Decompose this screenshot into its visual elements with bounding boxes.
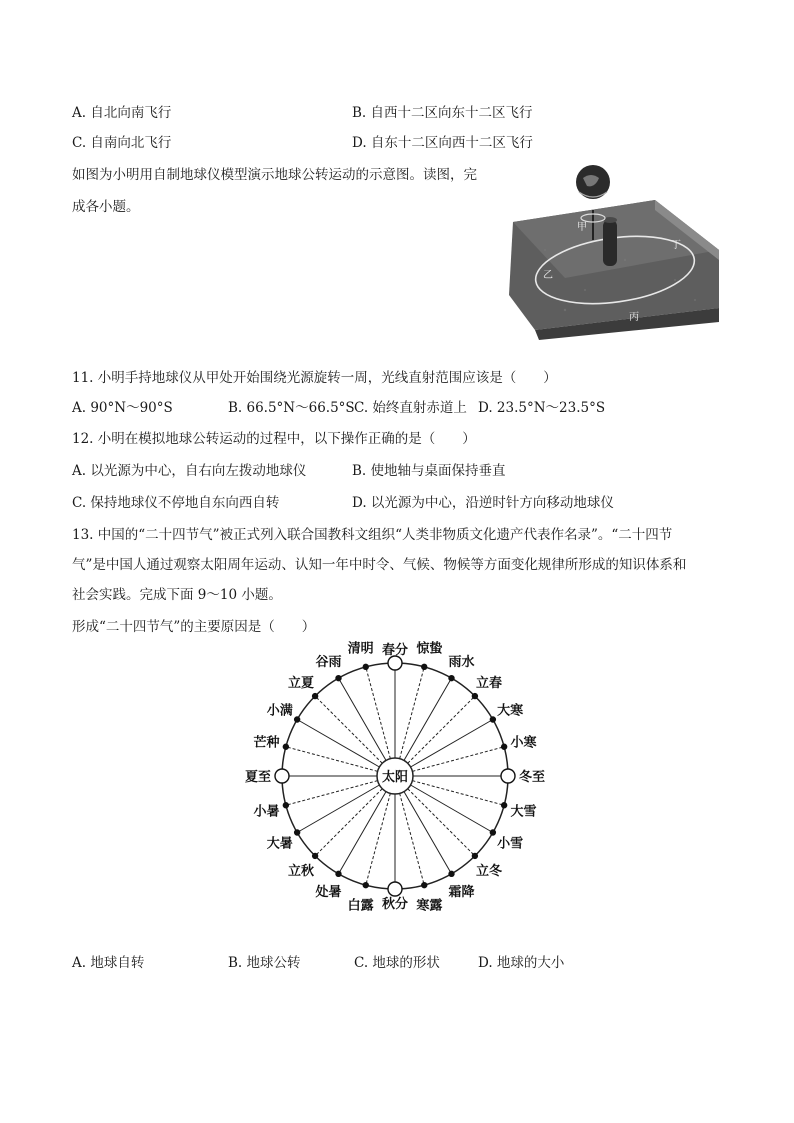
term-label-12: 秋分	[381, 897, 409, 912]
q13-line-3: 社会实践。完成下面 9～10 小题。	[72, 587, 282, 603]
term-dot-9	[472, 853, 478, 859]
spoke-20	[297, 720, 379, 768]
term-label-21: 立夏	[287, 675, 314, 691]
solar-terms-diagram	[240, 640, 550, 920]
spoke-7	[412, 781, 504, 806]
q12-option-a[interactable]: A. 以光源为中心，自右向左拨动地球仪	[72, 463, 307, 479]
term-dot-13	[363, 882, 369, 888]
term-dot-2	[448, 675, 454, 681]
q10-option-a[interactable]: A. 自北向南飞行	[72, 105, 172, 121]
q11-option-c[interactable]: C. 始终直射赤道上	[354, 400, 467, 416]
term-label-22: 谷雨	[315, 654, 342, 670]
q12-stem: 12. 小明在模拟地球公转运动的过程中，以下操作正确的是（ ）	[72, 431, 476, 447]
term-dot-16	[294, 829, 300, 835]
globe-model-photo	[505, 160, 723, 340]
term-label-20: 小满	[266, 703, 293, 719]
spoke-13	[366, 793, 391, 885]
spoke-3	[408, 696, 475, 763]
term-label-16: 大暑	[266, 836, 293, 852]
q13-option-c[interactable]: C. 地球的形状	[354, 955, 440, 971]
q12-option-c[interactable]: C. 保持地球仪不停地自东向西自转	[72, 495, 280, 511]
term-dot-0	[388, 656, 402, 670]
photo-label-bing: 丙	[629, 312, 639, 323]
term-label-4: 大寒	[497, 703, 524, 719]
term-dot-1	[421, 664, 427, 670]
term-dot-18	[275, 769, 289, 783]
q13-option-d[interactable]: D. 地球的大小	[478, 955, 565, 971]
spoke-11	[400, 793, 425, 885]
spoke-5	[412, 747, 504, 772]
term-label-10: 霜降	[448, 885, 475, 901]
q11-option-b[interactable]: B. 66.5°N～66.5°S	[228, 400, 355, 416]
spoke-9	[408, 789, 475, 856]
term-label-0: 春分	[381, 643, 409, 658]
q13-option-a[interactable]: A. 地球自转	[72, 955, 145, 971]
term-label-9: 立冬	[476, 864, 503, 880]
q13-line-2: 气”是中国人通过观察太阳周年运动、认知一年中时令、气候、物候等方面变化规律所形成的知识体系和	[72, 557, 687, 573]
q10-option-d[interactable]: D. 自东十二区向西十二区飞行	[352, 135, 533, 151]
spoke-21	[315, 696, 382, 763]
term-dot-20	[294, 716, 300, 722]
spoke-17	[286, 781, 378, 806]
term-dot-23	[363, 664, 369, 670]
term-dot-12	[388, 882, 402, 896]
term-dot-4	[490, 716, 496, 722]
photo-label-jia: 甲	[577, 222, 587, 233]
term-label-17: 小暑	[253, 804, 280, 820]
term-label-5: 小寒	[510, 735, 537, 751]
spoke-19	[286, 747, 378, 772]
term-dot-8	[490, 829, 496, 835]
spoke-8	[411, 785, 493, 833]
sun-label: 太阳	[381, 770, 409, 785]
q11-option-a[interactable]: A. 90°N～90°S	[72, 400, 173, 416]
term-dot-6	[501, 769, 515, 783]
term-dot-3	[472, 693, 478, 699]
q10-option-b[interactable]: B. 自西十二区向东十二区飞行	[352, 105, 533, 121]
term-dot-11	[421, 882, 427, 888]
q12-option-b[interactable]: B. 使地轴与桌面保持垂直	[352, 463, 506, 479]
spoke-1	[400, 667, 425, 759]
photo-label-yi: 乙	[543, 270, 553, 281]
term-label-18: 夏至	[244, 770, 272, 785]
term-label-7: 大雪	[510, 804, 537, 820]
term-label-8: 小雪	[497, 836, 524, 852]
term-label-11: 寒露	[416, 898, 443, 914]
q11-option-d[interactable]: D. 23.5°N～23.5°S	[478, 400, 606, 416]
term-dot-17	[283, 802, 289, 808]
q11-stem: 11. 小明手持地球仪从甲处开始围绕光源旋转一周，光线直射范围应该是（ ）	[72, 370, 557, 386]
q10-option-c[interactable]: C. 自南向北飞行	[72, 135, 172, 151]
spoke-23	[366, 667, 391, 759]
term-label-19: 芒种	[253, 735, 280, 751]
term-label-1: 惊蛰	[416, 641, 443, 657]
term-dot-21	[312, 693, 318, 699]
intro-line-2: 成各小题。	[72, 199, 140, 215]
term-label-2: 雨水	[448, 654, 475, 670]
term-label-13: 白露	[347, 898, 374, 914]
term-dot-10	[448, 871, 454, 877]
term-label-14: 处暑	[315, 885, 342, 901]
spoke-15	[315, 789, 382, 856]
term-dot-7	[501, 802, 507, 808]
intro-line-1: 如图为小明用自制地球仪模型演示地球公转运动的示意图。读图，完	[72, 167, 477, 183]
term-dot-19	[283, 744, 289, 750]
q13-line-1: 13. 中国的“二十四节气”被正式列入联合国教科文组织“人类非物质文化遗产代表作名录”。“二十四节	[72, 527, 673, 543]
term-label-6: 冬至	[518, 770, 546, 785]
term-dot-22	[335, 675, 341, 681]
photo-label-ding: 丁	[671, 240, 681, 251]
term-label-23: 清明	[347, 641, 374, 657]
term-label-3: 立春	[476, 675, 503, 691]
spoke-16	[297, 785, 379, 833]
q13-option-b[interactable]: B. 地球公转	[228, 955, 301, 971]
term-dot-15	[312, 853, 318, 859]
term-label-15: 立秋	[287, 864, 314, 880]
term-dot-5	[501, 744, 507, 750]
term-dot-14	[335, 871, 341, 877]
q13-line-4: 形成“二十四节气”的主要原因是（ ）	[72, 619, 316, 635]
spoke-4	[411, 720, 493, 768]
q12-option-d[interactable]: D. 以光源为中心，沿逆时针方向移动地球仪	[352, 495, 614, 511]
